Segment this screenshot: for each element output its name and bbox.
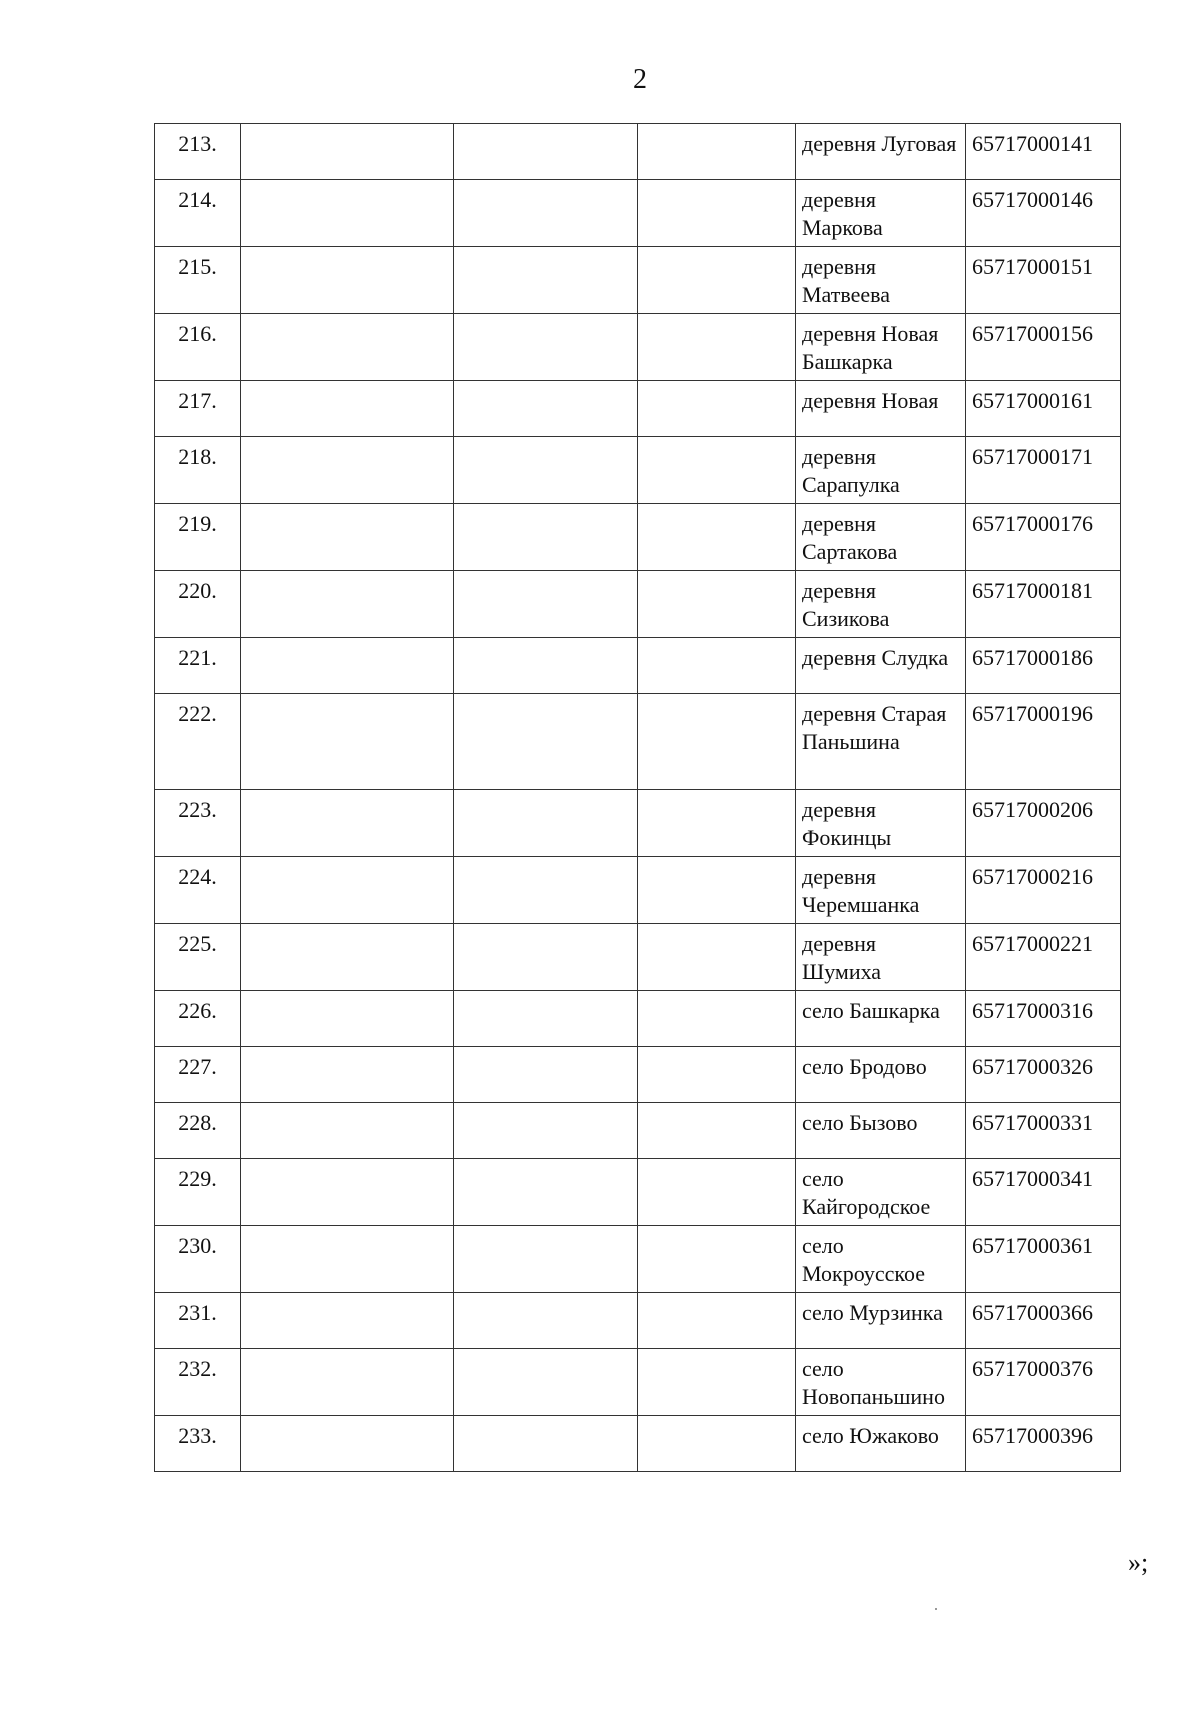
row-number: 219. bbox=[155, 504, 241, 571]
oktmo-code: 65717000151 bbox=[966, 247, 1121, 314]
empty-cell bbox=[454, 1226, 638, 1293]
settlement-name: село Мурзинка bbox=[796, 1293, 966, 1349]
settlement-name: деревня Маркова bbox=[796, 180, 966, 247]
oktmo-code: 65717000326 bbox=[966, 1047, 1121, 1103]
row-number: 231. bbox=[155, 1293, 241, 1349]
empty-cell bbox=[454, 638, 638, 694]
oktmo-code: 65717000366 bbox=[966, 1293, 1121, 1349]
settlements-table bbox=[154, 123, 1121, 1472]
row-number: 227. bbox=[155, 1047, 241, 1103]
empty-cell bbox=[638, 924, 796, 991]
empty-cell bbox=[638, 1293, 796, 1349]
empty-cell bbox=[638, 1159, 796, 1226]
empty-cell bbox=[241, 504, 454, 571]
settlement-name: село Новопаньшино bbox=[796, 1349, 966, 1416]
row-number: 232. bbox=[155, 1349, 241, 1416]
table-row bbox=[155, 180, 1121, 247]
empty-cell bbox=[638, 504, 796, 571]
table-row bbox=[155, 1047, 1121, 1103]
settlement-name: деревня Сартакова bbox=[796, 504, 966, 571]
empty-cell bbox=[241, 1103, 454, 1159]
row-number: 226. bbox=[155, 991, 241, 1047]
settlement-name: деревня Слудка bbox=[796, 638, 966, 694]
scan-speck bbox=[935, 1608, 937, 1610]
empty-cell bbox=[454, 571, 638, 638]
table-row bbox=[155, 571, 1121, 638]
settlement-name: деревня Луговая bbox=[796, 124, 966, 180]
table-row bbox=[155, 314, 1121, 381]
table-row bbox=[155, 1293, 1121, 1349]
empty-cell bbox=[454, 1349, 638, 1416]
empty-cell bbox=[454, 857, 638, 924]
empty-cell bbox=[454, 1103, 638, 1159]
oktmo-code: 65717000221 bbox=[966, 924, 1121, 991]
settlement-name: деревня Фокинцы bbox=[796, 790, 966, 857]
empty-cell bbox=[638, 1416, 796, 1472]
table-row bbox=[155, 381, 1121, 437]
empty-cell bbox=[454, 1293, 638, 1349]
empty-cell bbox=[241, 638, 454, 694]
empty-cell bbox=[638, 857, 796, 924]
oktmo-code: 65717000361 bbox=[966, 1226, 1121, 1293]
empty-cell bbox=[638, 638, 796, 694]
empty-cell bbox=[638, 381, 796, 437]
settlement-name: село Башкарка bbox=[796, 991, 966, 1047]
empty-cell bbox=[638, 991, 796, 1047]
oktmo-code: 65717000181 bbox=[966, 571, 1121, 638]
table-row bbox=[155, 694, 1121, 790]
table-row bbox=[155, 124, 1121, 180]
empty-cell bbox=[241, 124, 454, 180]
settlement-name: деревня Сизикова bbox=[796, 571, 966, 638]
oktmo-code: 65717000141 bbox=[966, 124, 1121, 180]
empty-cell bbox=[638, 314, 796, 381]
empty-cell bbox=[454, 790, 638, 857]
settlement-name: деревня Шумиха bbox=[796, 924, 966, 991]
table-row bbox=[155, 991, 1121, 1047]
row-number: 221. bbox=[155, 638, 241, 694]
settlement-name: деревня Новая Башкарка bbox=[796, 314, 966, 381]
table-row bbox=[155, 1226, 1121, 1293]
empty-cell bbox=[454, 314, 638, 381]
row-number: 224. bbox=[155, 857, 241, 924]
row-number: 229. bbox=[155, 1159, 241, 1226]
row-number: 215. bbox=[155, 247, 241, 314]
empty-cell bbox=[241, 1416, 454, 1472]
empty-cell bbox=[454, 924, 638, 991]
empty-cell bbox=[454, 991, 638, 1047]
empty-cell bbox=[454, 180, 638, 247]
table-row bbox=[155, 437, 1121, 504]
table-row bbox=[155, 924, 1121, 991]
oktmo-code: 65717000396 bbox=[966, 1416, 1121, 1472]
empty-cell bbox=[638, 247, 796, 314]
closing-quote-mark: »; bbox=[1128, 1548, 1149, 1577]
table-row bbox=[155, 638, 1121, 694]
empty-cell bbox=[241, 857, 454, 924]
table-body bbox=[155, 124, 1121, 1472]
row-number: 218. bbox=[155, 437, 241, 504]
table-row bbox=[155, 1159, 1121, 1226]
row-number: 217. bbox=[155, 381, 241, 437]
empty-cell bbox=[454, 247, 638, 314]
row-number: 228. bbox=[155, 1103, 241, 1159]
empty-cell bbox=[241, 694, 454, 790]
empty-cell bbox=[454, 504, 638, 571]
table-row bbox=[155, 1103, 1121, 1159]
empty-cell bbox=[638, 437, 796, 504]
empty-cell bbox=[241, 1349, 454, 1416]
settlement-name: деревня Черемшанка bbox=[796, 857, 966, 924]
oktmo-code: 65717000331 bbox=[966, 1103, 1121, 1159]
table-row bbox=[155, 857, 1121, 924]
empty-cell bbox=[241, 1226, 454, 1293]
empty-cell bbox=[241, 571, 454, 638]
row-number: 233. bbox=[155, 1416, 241, 1472]
empty-cell bbox=[454, 381, 638, 437]
empty-cell bbox=[241, 790, 454, 857]
settlement-name: село Мокроусское bbox=[796, 1226, 966, 1293]
settlement-name: деревня Новая bbox=[796, 381, 966, 437]
table-row bbox=[155, 1349, 1121, 1416]
empty-cell bbox=[241, 924, 454, 991]
empty-cell bbox=[638, 124, 796, 180]
row-number: 230. bbox=[155, 1226, 241, 1293]
oktmo-code: 65717000206 bbox=[966, 790, 1121, 857]
empty-cell bbox=[241, 314, 454, 381]
settlement-name: село Бызово bbox=[796, 1103, 966, 1159]
empty-cell bbox=[241, 1047, 454, 1103]
settlement-name: село Южаково bbox=[796, 1416, 966, 1472]
row-number: 223. bbox=[155, 790, 241, 857]
page-number: 2 bbox=[633, 64, 647, 95]
table-row bbox=[155, 247, 1121, 314]
row-number: 220. bbox=[155, 571, 241, 638]
oktmo-code: 65717000341 bbox=[966, 1159, 1121, 1226]
oktmo-code: 65717000156 bbox=[966, 314, 1121, 381]
row-number: 222. bbox=[155, 694, 241, 790]
empty-cell bbox=[241, 247, 454, 314]
oktmo-code: 65717000171 bbox=[966, 437, 1121, 504]
empty-cell bbox=[241, 437, 454, 504]
empty-cell bbox=[241, 1159, 454, 1226]
table-row bbox=[155, 504, 1121, 571]
empty-cell bbox=[454, 437, 638, 504]
empty-cell bbox=[454, 1047, 638, 1103]
empty-cell bbox=[241, 180, 454, 247]
empty-cell bbox=[454, 124, 638, 180]
row-number: 216. bbox=[155, 314, 241, 381]
oktmo-code: 65717000186 bbox=[966, 638, 1121, 694]
empty-cell bbox=[638, 1103, 796, 1159]
empty-cell bbox=[638, 571, 796, 638]
settlement-name: деревня Старая Паньшина bbox=[796, 694, 966, 790]
oktmo-code: 65717000146 bbox=[966, 180, 1121, 247]
settlement-name: деревня Сарапулка bbox=[796, 437, 966, 504]
empty-cell bbox=[241, 1293, 454, 1349]
empty-cell bbox=[638, 1349, 796, 1416]
empty-cell bbox=[454, 694, 638, 790]
empty-cell bbox=[638, 790, 796, 857]
oktmo-code: 65717000316 bbox=[966, 991, 1121, 1047]
row-number: 213. bbox=[155, 124, 241, 180]
oktmo-code: 65717000176 bbox=[966, 504, 1121, 571]
empty-cell bbox=[454, 1416, 638, 1472]
empty-cell bbox=[241, 381, 454, 437]
row-number: 214. bbox=[155, 180, 241, 247]
oktmo-code: 65717000376 bbox=[966, 1349, 1121, 1416]
table-row bbox=[155, 1416, 1121, 1472]
oktmo-code: 65717000161 bbox=[966, 381, 1121, 437]
settlement-name: село Кайгородское bbox=[796, 1159, 966, 1226]
empty-cell bbox=[638, 180, 796, 247]
table-row bbox=[155, 790, 1121, 857]
row-number: 225. bbox=[155, 924, 241, 991]
empty-cell bbox=[454, 1159, 638, 1226]
oktmo-code: 65717000196 bbox=[966, 694, 1121, 790]
empty-cell bbox=[638, 694, 796, 790]
empty-cell bbox=[638, 1047, 796, 1103]
empty-cell bbox=[638, 1226, 796, 1293]
empty-cell bbox=[241, 991, 454, 1047]
settlement-name: деревня Матвеева bbox=[796, 247, 966, 314]
oktmo-code: 65717000216 bbox=[966, 857, 1121, 924]
settlement-name: село Бродово bbox=[796, 1047, 966, 1103]
